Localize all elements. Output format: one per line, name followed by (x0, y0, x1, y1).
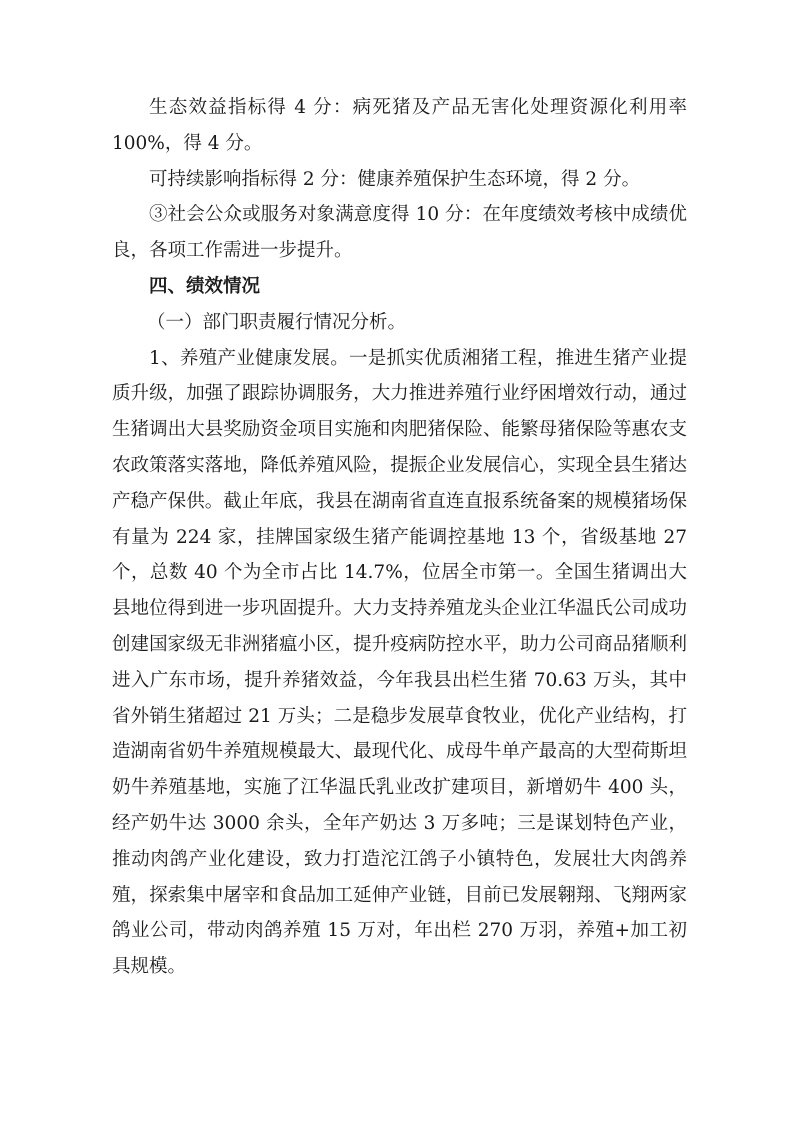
paragraph-ecological-benefit: 生态效益指标得 4 分：病死猪及产品无害化处理资源化利用率 100%，得 4 分。 (112, 97, 687, 154)
document-body (112, 90, 687, 985)
paragraph-sustainable-impact: 可持续影响指标得 2 分：健康养殖保护生态环境，得 2 分。 (149, 168, 641, 190)
paragraph-satisfaction: ③社会公众或服务对象满意度得 10 分：在年度绩效考核中成绩优良，各项工作需进一步提升。 (112, 204, 687, 262)
subsection-title-duty-analysis: （一）部门职责履行情况分析。 (147, 311, 407, 333)
paragraph-breeding-industry: 1、养殖产业健康发展。一是抓实优质湘猪工程，推进生猪产业提质升级，加强了跟踪协调服务，大力推进养殖行业纾困增效行动，通过生猪调出大县奖励资金项目实施和肉肥猪保险、能繁母猪保险等惠农支农政策落实落地，降低养殖风险，提振企业发展信心，实现全县生猪达产稳产保供。截止年底，我县在湖南省直连直报系统备案的规模猪场保有量为 224 家，挂牌国家级生猪产能调控基地 13 个，省级基地 27 个，总数 40 个为全市占比 14.7%，位居全市第一。全国生猪调出大县地位得到进一步巩固提升。大力支持养殖龙头企业江华温氏公司成功创建国家级无非洲猪瘟小区，提升疫病防控水平，助力公司商品猪顺利进入广东市场，提升养猪效益，今年我县出栏生猪 70.63 万头，其中省外销生猪超过 21 万头；二是稳步发展草食牧业，优化产业结构，打造湖南省奶牛养殖规模最大、最现代化、成母牛单产最高的大型荷斯坦奶牛养殖基地，实施了江华温氏乳业改扩建项目，新增奶牛 400 头，经产奶牛达 3000 余头，全年产奶达 3 万多吨；三是谋划特色产业，推动肉鸽产业化建设，致力打造沱江鸽子小镇特色，发展壮大肉鸽养殖，探索集中屠宰和食品加工延伸产业链，目前已发展翱翔、飞翔两家鸽业公司，带动肉鸽养殖 15 万对，年出栏 270 万羽，养殖+加工初具规模。 (112, 347, 687, 978)
section-heading-performance: 四、绩效情况 (149, 275, 261, 297)
